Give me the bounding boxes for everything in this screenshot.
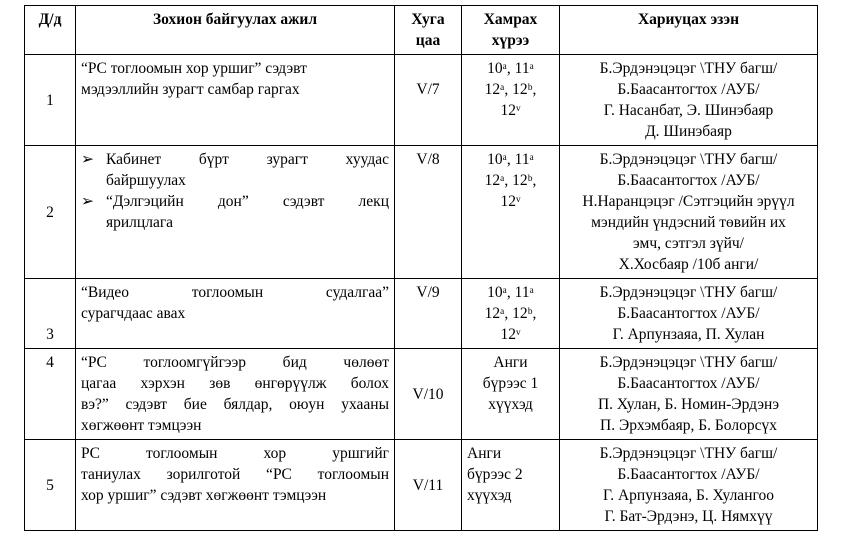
responsible-cell — [560, 55, 818, 146]
activity-bullet-item — [81, 191, 389, 233]
arrow-bullet-icon: ➢ — [81, 151, 94, 168]
responsible-line: эмч, сэтгэл зүйч/ — [633, 235, 744, 252]
activity-line: “PC тоглоомгүйгээр бид чөлөөт — [81, 354, 389, 371]
table-row — [25, 349, 818, 440]
scope-line: Анги — [467, 445, 502, 462]
table-row — [25, 55, 818, 146]
row-number: 1 — [25, 55, 76, 146]
scope-line: 12ᵃ, 12ᵇ, — [484, 305, 537, 322]
activity-line: “Видео тоглоомын судалгаа” — [81, 284, 389, 301]
activity-line: мэдээллийн зурагт самбар гаргах — [81, 81, 300, 98]
responsible-line: мэндийн үндэсний төвийн их — [591, 214, 786, 231]
scope-line: 12ᵛ — [500, 102, 521, 119]
header-date-line-1: Хуга — [411, 11, 445, 28]
responsible-line: Б.Эрдэнэцэцэг \ТНУ багш/ — [599, 60, 778, 77]
responsible-line: Б.Эрдэнэцэцэг \ТНУ багш/ — [599, 445, 778, 462]
row-number: 2 — [25, 146, 76, 279]
scope-line: 10ᵃ, 11ᵃ — [487, 151, 534, 168]
header-scope-line-2: хүрээ — [491, 32, 530, 49]
responsible-line: Б.Баасантогтох /АУБ/ — [617, 375, 760, 392]
scope-cell — [462, 440, 560, 531]
activity-line: таниулах зорилготой “PC тоглоомын — [81, 466, 389, 483]
responsible-cell — [560, 146, 818, 279]
responsible-line: Б.Баасантогтох /АУБ/ — [617, 305, 760, 322]
activity-cell — [76, 55, 395, 146]
responsible-cell — [560, 349, 818, 440]
date-cell: V/8 — [395, 146, 462, 279]
activity-line: цагаа хэрхэн зөв өнгөрүүлж болох — [81, 375, 389, 392]
header-activity: Зохион байгуулах ажил — [76, 6, 395, 55]
scope-line: бүрээс 1 — [482, 375, 539, 392]
responsible-line: П. Хулан, Б. Номин-Эрдэнэ — [597, 396, 779, 413]
responsible-line: Б.Эрдэнэцэцэг \ТНУ багш/ — [599, 151, 778, 168]
scope-cell — [462, 349, 560, 440]
responsible-line: Г. Арпунзаяа, Б. Хулангоо — [603, 487, 774, 504]
activity-line: ярилцлага — [106, 214, 174, 231]
scope-line: 12ᵛ — [500, 326, 521, 343]
row-number: 4 — [25, 349, 76, 440]
activity-plan-table — [24, 5, 818, 531]
row-number: 3 — [25, 279, 76, 349]
activity-line: хөгжөөнт тэмцээн — [81, 417, 202, 434]
arrow-bullet-icon: ➢ — [81, 193, 94, 210]
date-cell: V/9 — [395, 279, 462, 349]
scope-line: 10ᵃ, 11ᵃ — [487, 284, 534, 301]
scope-line: бүрээс 2 — [467, 466, 523, 483]
activity-line: “PC тоглоомын хор уршиг” сэдэвт — [81, 60, 307, 77]
responsible-line: Г. Арпунзаяа, П. Хулан — [612, 326, 765, 343]
scope-line: Анги — [493, 354, 528, 371]
responsible-line: Г. Бат-Эрдэнэ, Ц. Нямхүү — [604, 508, 773, 525]
header-date — [395, 6, 462, 55]
activity-cell — [76, 279, 395, 349]
activity-cell — [76, 440, 395, 531]
activity-line: байршуулах — [106, 172, 186, 189]
date-cell: V/7 — [395, 55, 462, 146]
scope-line: 12ᵃ, 12ᵇ, — [484, 172, 537, 189]
scope-line: хүүхэд — [467, 487, 512, 504]
activity-line: “Дэлгэцийн дон” сэдэвт лекц — [106, 193, 389, 210]
activity-line: PC тоглоомын хор уршгийг — [81, 445, 389, 462]
plan-document — [24, 5, 818, 531]
header-scope-line-1: Хамрах — [483, 11, 538, 28]
row-number: 5 — [25, 440, 76, 531]
activity-line: хор уршиг” сэдэвт хөгжөөнт тэмцээн — [81, 487, 327, 504]
responsible-line: Х.Хосбаяр /10б анги/ — [618, 256, 759, 273]
table-row — [25, 279, 818, 349]
scope-cell — [462, 279, 560, 349]
responsible-line: Б.Баасантогтох /АУБ/ — [617, 81, 760, 98]
responsible-line: Б.Баасантогтох /АУБ/ — [617, 466, 760, 483]
responsible-line: П. Эрхэмбаяр, Б. Болорсүх — [600, 417, 777, 434]
responsible-line: Д. Шинэбаяр — [645, 123, 732, 140]
activity-line: сурагчдаас авах — [81, 305, 186, 322]
responsible-cell — [560, 279, 818, 349]
date-cell: V/11 — [395, 440, 462, 531]
date-cell: V/10 — [395, 349, 462, 440]
activity-line: Кабинет бүрт зурагт хуудас — [106, 151, 389, 168]
table-row — [25, 440, 818, 531]
responsible-cell — [560, 440, 818, 531]
scope-line: 12ᵃ, 12ᵇ, — [484, 81, 537, 98]
scope-cell — [462, 55, 560, 146]
scope-cell — [462, 146, 560, 279]
responsible-line: Б.Баасантогтох /АУБ/ — [617, 172, 760, 189]
header-scope — [462, 6, 560, 55]
header-date-line-2: цаа — [415, 32, 441, 49]
header-no: Д/д — [25, 6, 76, 55]
header-responsible: Хариуцах эзэн — [560, 6, 818, 55]
activity-cell — [76, 349, 395, 440]
scope-line: хүүхэд — [488, 396, 533, 413]
activity-bullet-list — [81, 149, 389, 233]
scope-line: 12ᵛ — [500, 193, 521, 210]
activity-cell — [76, 146, 395, 279]
responsible-line: Г. Насанбат, Э. Шинэбаяр — [603, 102, 774, 119]
activity-bullet-item — [81, 149, 389, 191]
scope-line: 10ᵃ, 11ᵃ — [487, 60, 534, 77]
responsible-line: Б.Эрдэнэцэцэг \ТНУ багш/ — [599, 354, 778, 371]
responsible-line: Б.Эрдэнэцэцэг \ТНУ багш/ — [599, 284, 778, 301]
table-row — [25, 146, 818, 279]
responsible-line: Н.Наранцэцэг /Сэтгэцийн эрүүл — [582, 193, 795, 210]
activity-line: вэ?” сэдэвт бие бялдар, оюун ухааны — [81, 396, 389, 413]
header-row — [25, 6, 818, 55]
